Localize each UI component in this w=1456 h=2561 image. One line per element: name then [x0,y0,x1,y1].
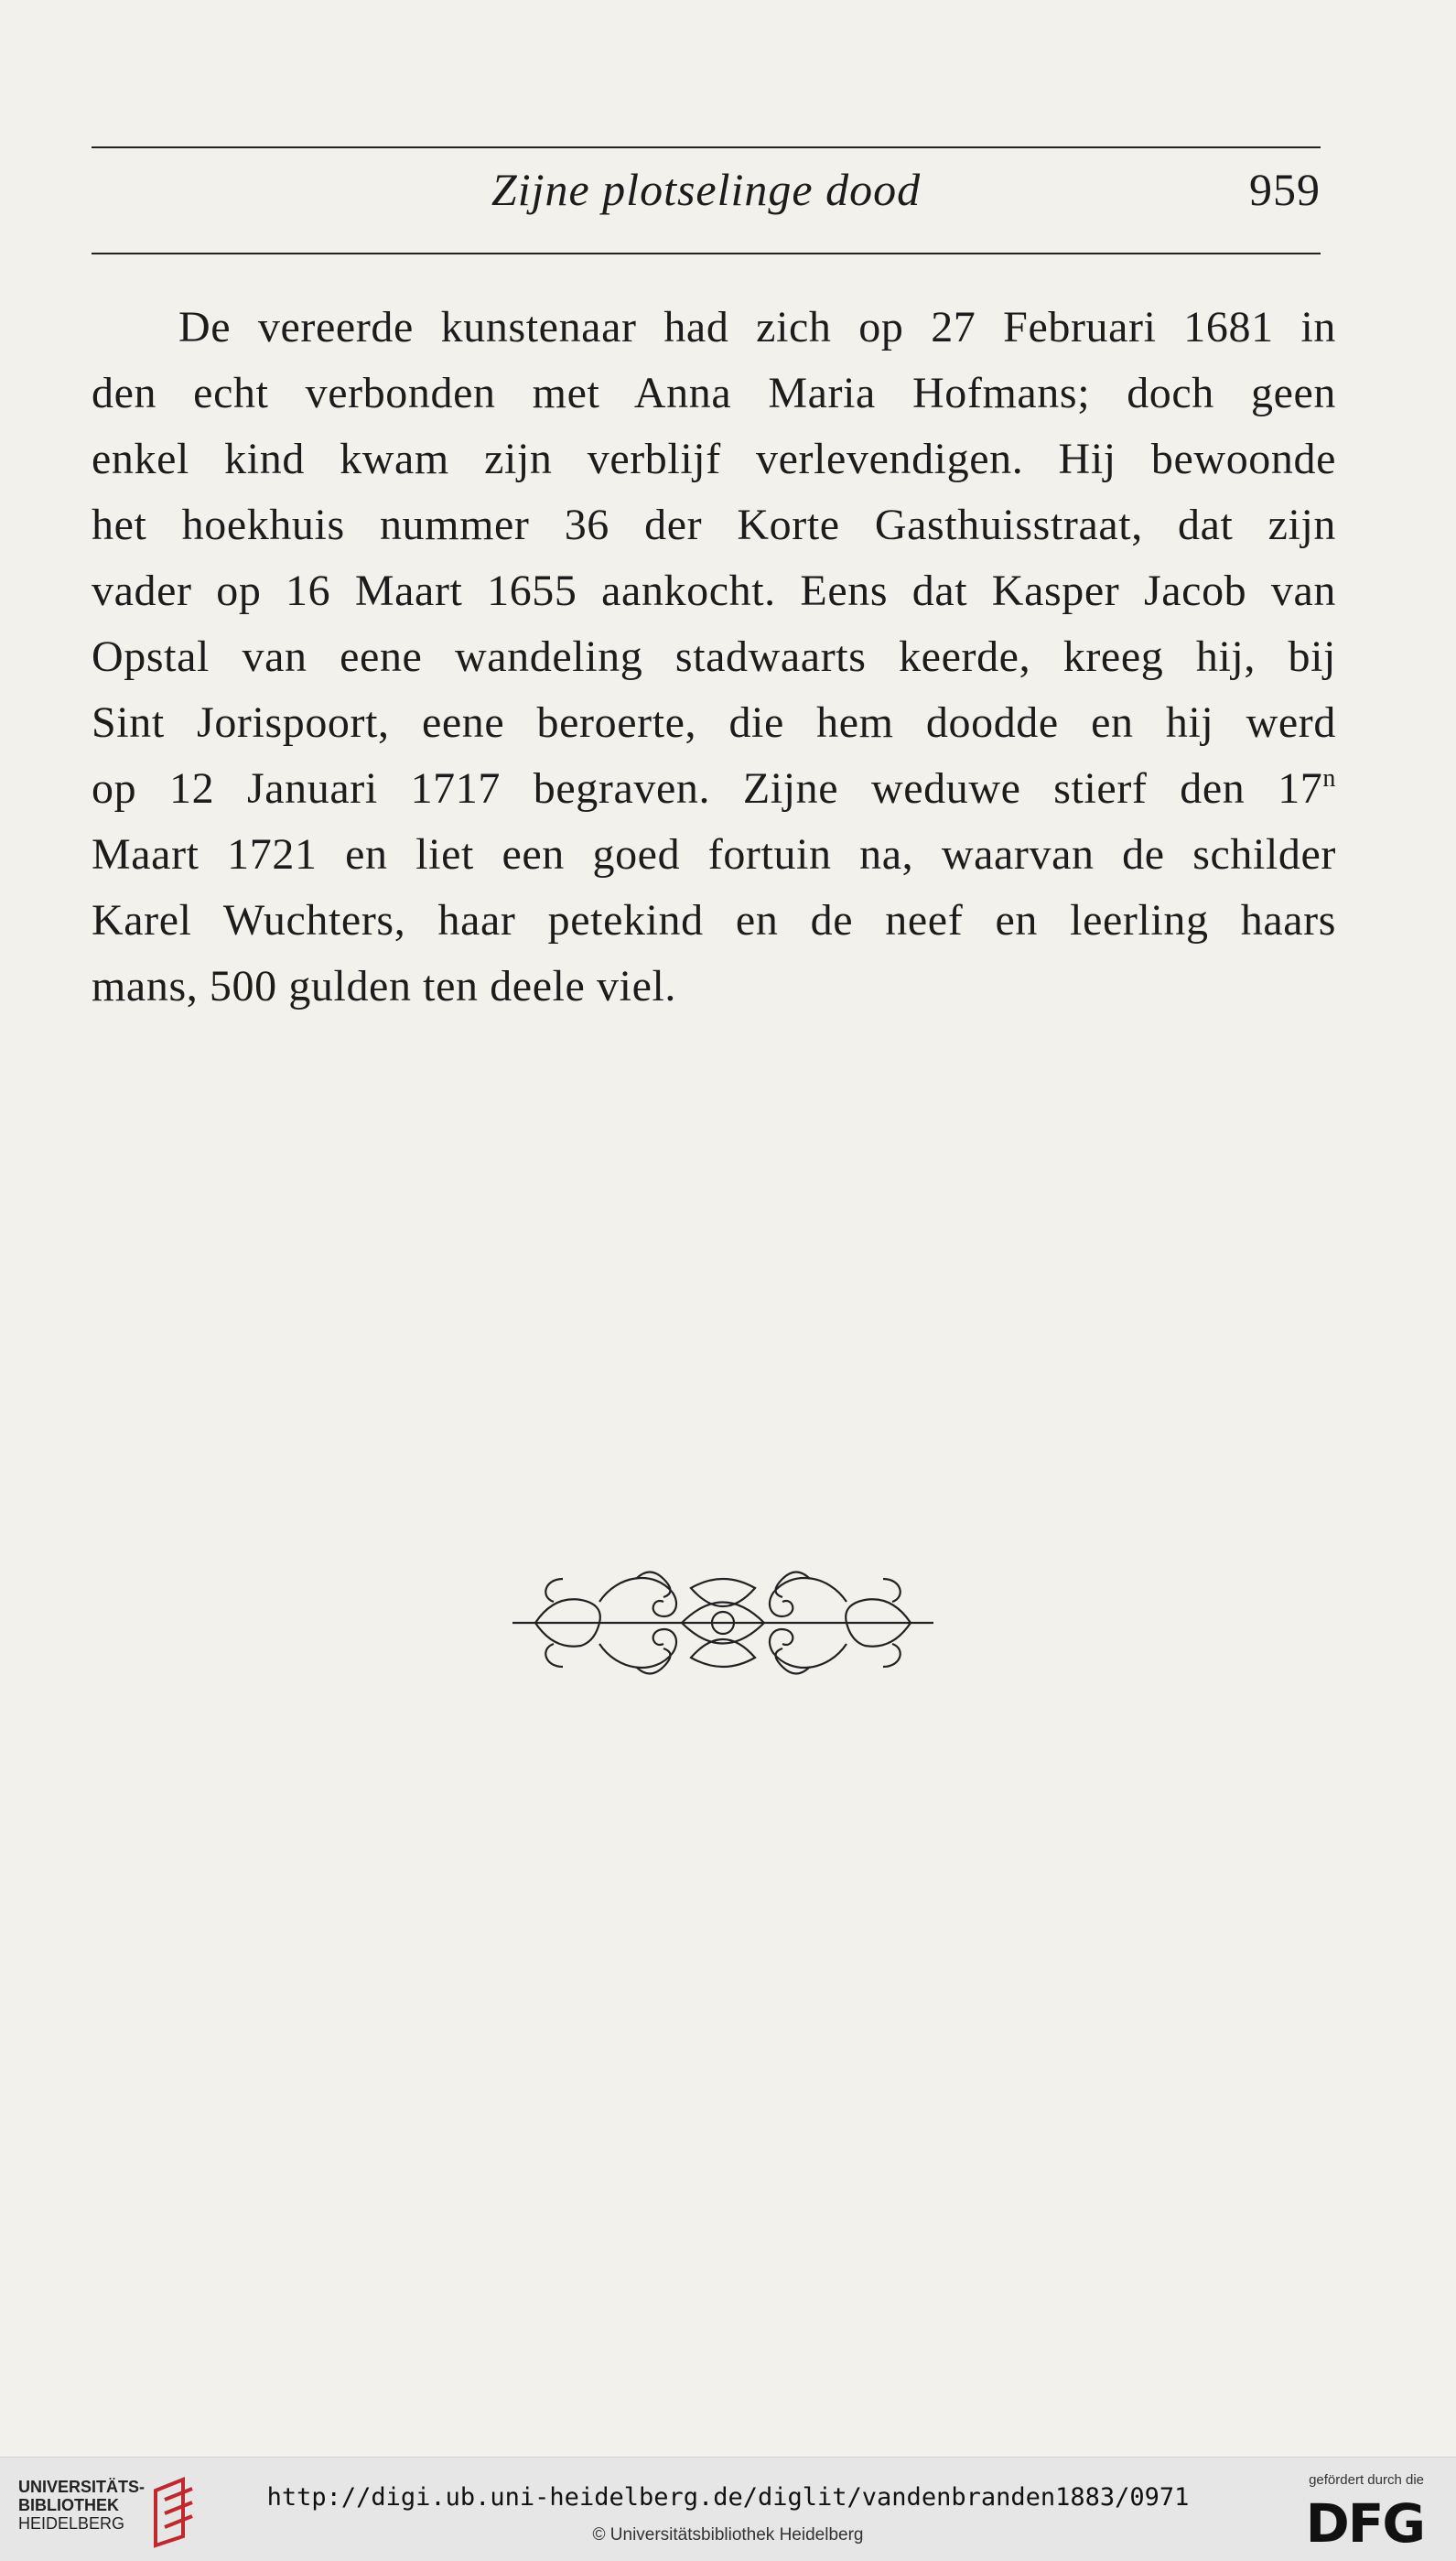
viewer-footer [0,2457,1456,2561]
dfg-logo: DFG [1305,2492,1424,2555]
permalink-url[interactable]: http://digi.ub.uni-heidelberg.de/diglit/vandenbranden1883/0971 [266,2483,1190,2512]
text-line: De vereerde kunstenaar had zich op 27 Februari 1681 in [178,303,1336,351]
text-line: mans, 500 gulden ten deele viel. [92,962,677,1010]
library-name-line: BIBLIOTHEK [18,2496,119,2514]
text-line: den echt verbonden met Anna Maria Hofmans; doch geen [92,369,1336,417]
text-line: Karel Wuchters, haar petekind en de neef en leerling haars [92,896,1336,945]
running-title: Zijne plotselinge dood [491,164,922,215]
page-number: 959 [1249,164,1321,215]
text-line: Maart 1721 en liet een goed fortuin na, waarvan de schilder [92,830,1336,879]
superscript: n [1322,764,1336,793]
text-line: Sint Jorispoort, eene beroerte, die hem doodde en hij werd [92,698,1336,747]
ornament-vignette [508,1561,938,1684]
header-rule-top [92,146,1321,148]
text-line: op 12 Januari 1717 begraven. Zijne weduwe stierf den 17 [92,764,1323,813]
header-rule-bottom [92,253,1321,254]
text-line: het hoekhuis nummer 36 der Korte Gasthuisstraat, dat zijn [92,501,1336,549]
body-paragraph [92,295,1336,1020]
copyright-notice: © Universitätsbibliothek Heidelberg [592,2525,864,2545]
text-line: enkel kind kwam zijn verblijf verlevendigen. Hij bewoonde [92,435,1336,483]
funding-caption: gefördert durch die [1309,2472,1424,2488]
library-name-line: UNIVERSITÄTS- [18,2478,146,2496]
text-line-with-sup [92,756,1336,822]
running-head [92,163,1321,227]
text-line: Opstal van eene wandeling stadwaarts keerde, kreeg hij, bij [92,632,1336,681]
text-line: vader op 16 Maart 1655 aankocht. Eens dat Kasper Jacob van [92,567,1336,615]
library-name-line: HEIDELBERG [18,2514,125,2533]
